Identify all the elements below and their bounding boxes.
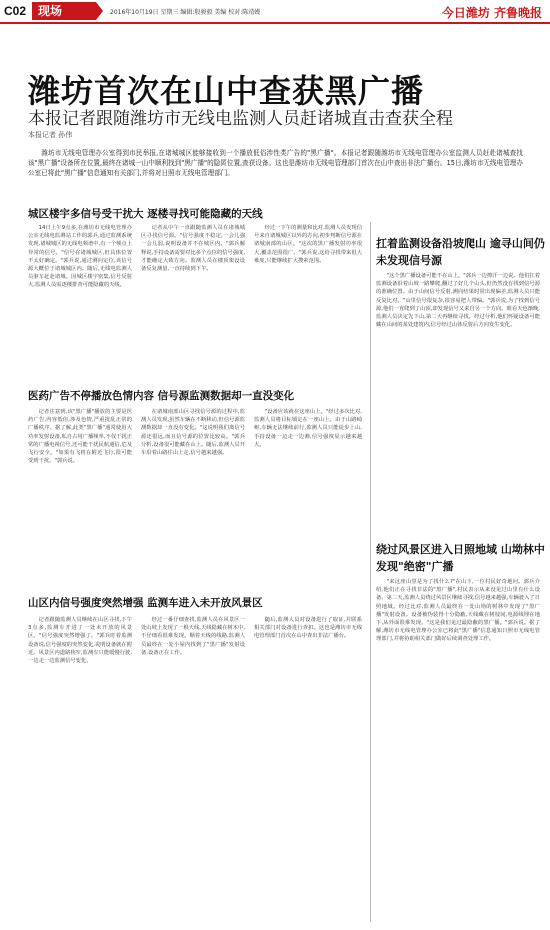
- subheadline: 本报记者跟随潍坊市无线电监测人员赶诸城直击查获全程: [28, 109, 453, 129]
- headline: 潍坊首次在山中查获黑广播: [28, 72, 425, 110]
- section-3-col-3: [254, 616, 362, 676]
- section-1-col-1: [28, 224, 132, 364]
- masthead-rule: [0, 22, 550, 24]
- section-3-text-1: 记者跟随监测人员继续在山区寻找,下午3点多,监测车开进了一处未开放的风景区。"信号强度突然增强了。"郭兵盯着监测设备说,信号强度的突然变化,说明设备就在附近。风景区内道路狭窄,监测车只能缓慢行驶,一边走一边监测信号变化。: [28, 617, 132, 665]
- sidebar-text-2: "来这座山里是为了找什么?"在山下,一位村民好奇地问。郭兵介绍,他们正在寻找非法的"黑广播",村民表示从来没见过山里有什么设备。第二天,监测人员绕过风景区继续寻找,信号越来越强,车辆驶入了日照地域。经过比对,监测人员最终在一处山坳的树林中发现了"黑广播"发射设备。设备被伪装得十分隐蔽,天线藏在树枝间,电源线埋在地下,从外面很难发现。"这是我们见过最隐蔽的黑广播。"郭兵说。据了解,潍坊市无线电管理办公室已将此"黑广播"信息通知日照市无线电管理部门,并将协助相关部门做好后续调查处理工作。: [376, 579, 540, 643]
- section-3-col-2: [141, 616, 245, 676]
- section-tab: [32, 2, 96, 20]
- section-1-title: 城区楼宇多信号受干扰大 逐楼寻找可能隐藏的天线: [28, 208, 263, 220]
- section-1-text-2: 记者从中午一直跟随监测人员在诸城城区寻找信号源。"信号强度不稳定,一会儿强一会儿弱,说明设备并不在城区内。"郭兵解释说,手持设备需要对比多个点位的信号强度,才能确定大致方向。监测人员在楼顶架设设备反复测量,一直持续到下午。: [141, 225, 245, 273]
- section-1-text-3: 经过一下午的测量和比对,监测人员发现信号来自诸城城区以外的方向,初步判断信号源在诸城南部的山区。"这次的黑广播发射功率很大,覆盖范围很广。"郭兵说,这给寻找带来很大难度,只能继续扩大搜索范围。: [254, 225, 362, 264]
- sidebar-text-1: "这个黑广播设备可能不在山上。"郭兵一边擦汗一边说。他们扛着监测设备沿着山坡一路攀爬,翻过了好几个山头,但仍然没有找到信号源的准确位置。由于山间信号反射,测向结果时常出现偏差,监测人员只能反复比对。"山里信号很复杂,很容易把人带偏。"郭兵说,为了找到信号源,他们一直爬到了山顶,却发现信号又来自另一个方向。眼看天色渐晚,监测人员决定先下山,第二天再继续寻找。经过分析,他们怀疑设备可能藏在山间的某处建筑内,信号经过山体反射后方向发生变化。: [376, 273, 540, 329]
- section-2-col-3: [254, 408, 362, 574]
- byline: 本报记者 孙伟: [28, 131, 73, 139]
- section-2-text-3: "设备应该就在这座山上。"经过多次比对,监测人员将目标锁定在一座山上。由于山路崎岖,车辆无法继续前行,监测人员只能徒步上山,手持设备一边走一边测,信号强度显示越来越大。: [254, 409, 362, 448]
- page-code: C02: [4, 4, 27, 18]
- section-3-text-2: 经过一番仔细查找,监测人员在风景区一处山坡上发现了一根天线,天线隐藏在树木中,不仔细看很难发现。顺着天线的线路,监测人员最终在一处小屋内找到了"黑广播"发射设备,设备正在工作。: [141, 617, 245, 656]
- sidebar-col-2: [376, 578, 540, 923]
- masthead: [0, 0, 550, 22]
- paper-name: 今日潍坊 齐鲁晚报: [441, 6, 542, 20]
- section-3-title: 山区内信号强度突然增强 监测车进入未开放风景区: [28, 597, 263, 609]
- sidebar-rule: [370, 222, 371, 922]
- lead-paragraph: 潍坊市无线电管理办公室得到市民举报,在诸城城区能够接收到一个播放低俗涉性类广告的"黑广播"。本报记者跟随潍坊市无线电管理办公室监测人员赶赴诸城查找该"黑广播"设备所在位置,最终在诸城一山中顺利找到"黑广播"的隐匿位置,查获设备。这也是潍坊市无线电管理部门首次在山中查出非法广播台。15日,潍坊市无线电管理办公室已将此"黑广播"信息通知有关部门,并将对日照市无线电管理部门。: [28, 149, 523, 177]
- sidebar-title-1: 扛着监测设备沿坡爬山 逾寻山间仍未发现信号源: [376, 237, 545, 267]
- section-2-col-2: [141, 408, 245, 574]
- section-3-col-1: [28, 616, 132, 676]
- section-label: 现场: [38, 4, 63, 18]
- section-1-col-3: [254, 224, 362, 364]
- section-tab-arrow-icon: [96, 2, 103, 20]
- section-2-text-2: 在诸城南部山区寻找信号源的过程中,监测人员发现,虽然车辆在不断移动,但信号源监测数据却一直没有变化。"这说明我们离信号源还很远,而且信号源的位置比较高。"郭兵分析,设备很可能藏在山上。随后,监测人员开车沿着山路往山上走,信号越来越强。: [141, 409, 245, 457]
- section-2-title: 医药广告不停播放色情内容 信号源监测数据却一直没变化: [28, 390, 295, 402]
- section-2-text-1: 记者注意到,该"黑广播"播放的主要是医药广告,内容低俗,涉及色情,严重扰乱正常的广播秩序。据了解,此类"黑广播"通常使用大功率发射设备,私自占用广播频率,不仅干扰正常的广播电视信号,还可能干扰民航通信,危及飞行安全。"如果有飞机在附近飞行,很可能受到干扰。"郭兵说。: [28, 409, 132, 465]
- section-3-text-3: 随后,监测人员对设备进行了取证,并联系相关部门对设备进行查扣。这也是潍坊市无线电管理部门首次在山中查出非法广播台。: [254, 617, 362, 640]
- sidebar-col-1: [376, 272, 540, 534]
- issue-meta: 2016年10月19日 星期三 编辑:殷骏毅 美编 校对:陈靖嫚: [110, 9, 261, 16]
- section-2-col-1: [28, 408, 132, 574]
- section-1-text-1: 14日上午9点多,在潍坊市无线电管理办公室无线电监测站工作的郭兵,通过监测系统发现,诸城城区的无线电频谱中,有一个频点上异常的信号。"信号在诸城城区,但具体位置不太好确定。"郭兵说,通过测向定位,该信号源大概位于诸城城区内。随后,无线电监测人员驱车赶赴诸城。因城区楼宇密集,信号反射大,监测人员需逐楼排查可能隐藏的天线。: [28, 225, 132, 289]
- sidebar-title-2: 绕过风景区进入日照地域 山坳林中发现"绝密"广播: [376, 543, 545, 573]
- section-1-col-2: [141, 224, 245, 364]
